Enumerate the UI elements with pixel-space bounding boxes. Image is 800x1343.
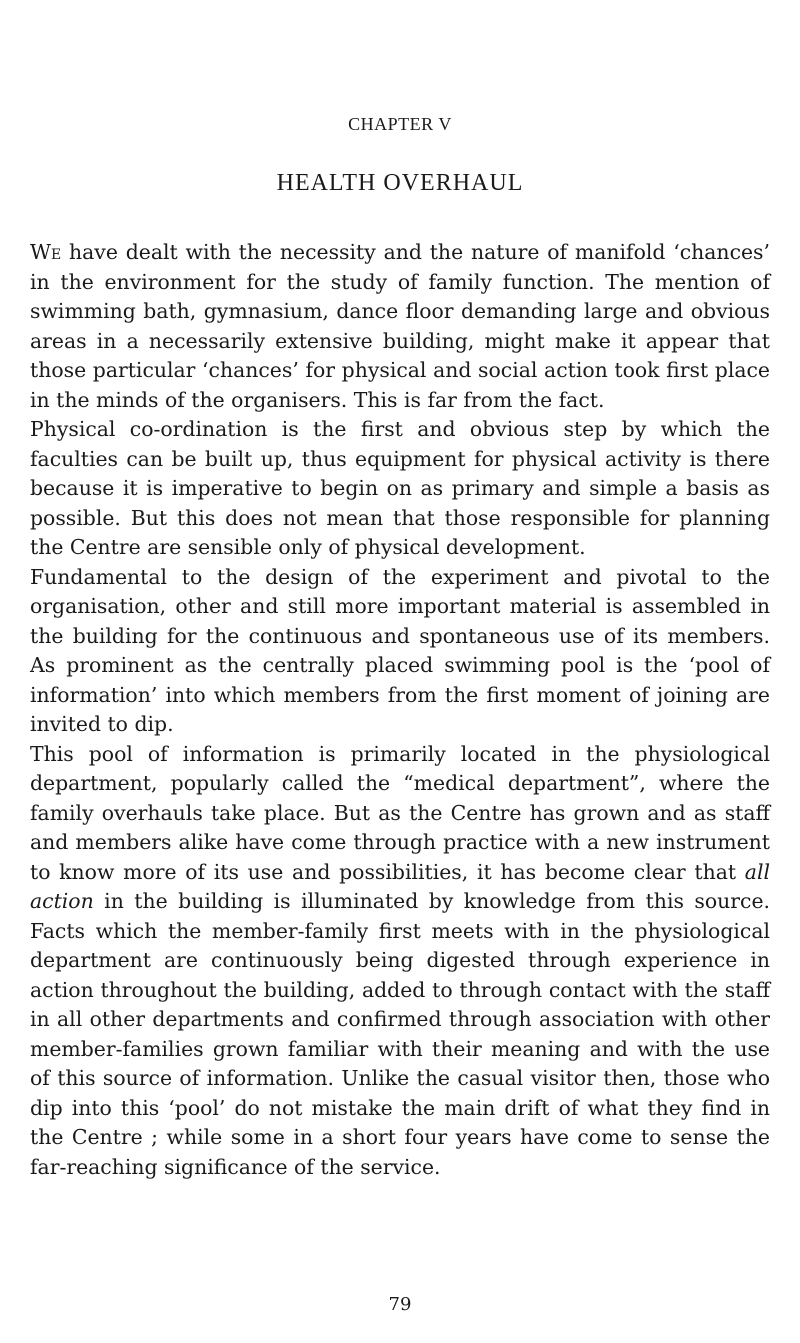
paragraph-1 (30, 238, 770, 415)
opening-word: We (30, 240, 62, 264)
paragraph-4-text-after: in the building is illuminated by knowledge from this source. Facts which the member-family first meets with in the physiological department are continuously being digested through experience in action throughout the building, added to through contact with the staff in all other departments and confirmed through association with other member-families grown familiar with their meaning and with the use of this source of information. Unlike the casual visitor then, those who dip into this ‘pool’ do not mistake the main drift of what they find in the Centre ; while some in a short four years have come to sense the far-reaching significance of the service. (30, 889, 770, 1179)
paragraph-4-emphasis: all action (30, 859, 770, 913)
paragraph-1-text: have dealt with the necessity and the nature of manifold ‘chances’ in the environment for the study of family function. The mention of swimming bath, gymnasium, dance floor demanding large and obvious areas in a necessarily extensive building, might make it appear that those particular ‘chances’ for physical and social action took first place in the minds of the organisers. This is far from the fact. (30, 240, 770, 412)
paragraph-3: Fundamental to the design of the experiment and pivotal to the organisation, other and still more important material is assembled in the building for the continuous and spontaneous use of its members. As prominent as the centrally placed swimming pool is the ‘pool of information’ into which members from the first moment of joining are invited to dip. (30, 564, 770, 736)
paragraph-4-text-before: This pool of information is primarily located in the physiological department, popularly called the “medical department”, where the family overhauls take place. But as the Centre has grown and as staff and members alike have come through practice with a new instrument to know more of its use and possibilities, it has become clear that (30, 741, 770, 884)
paragraph-4 (30, 740, 770, 1183)
page-number: 79 (388, 1294, 412, 1315)
chapter-title: HEALTH OVERHAUL (276, 170, 524, 196)
chapter-body (30, 238, 770, 1182)
chapter-label: CHAPTER V (348, 114, 452, 134)
paragraph-2: Physical co-ordination is the first and obvious step by which the faculties can be built up, thus equipment for physical activity is there because it is imperative to begin on as primary and simple a basis as possible. But this does not mean that those responsible for planning the Centre are sensible only of physical development. (30, 417, 770, 559)
